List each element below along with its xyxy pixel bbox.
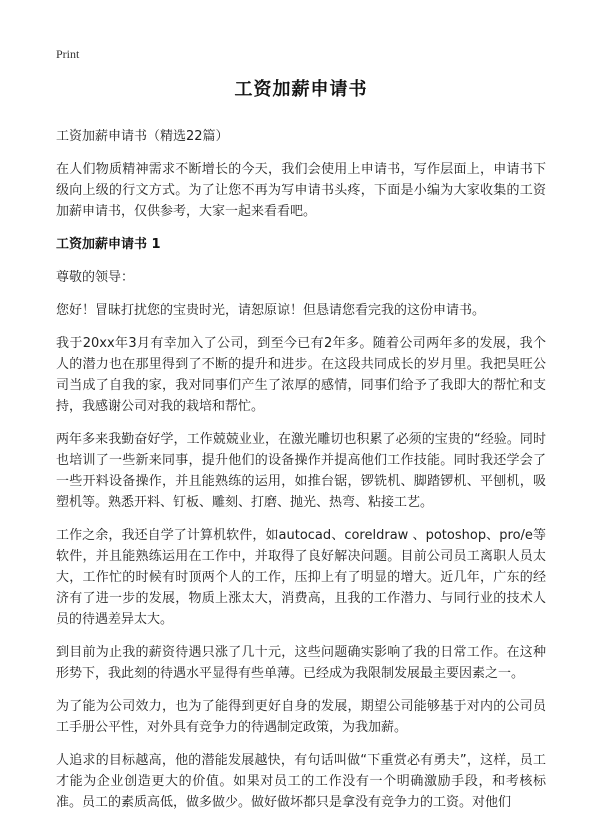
section-heading: 工资加薪申请书 1 (56, 237, 161, 252)
print-link[interactable]: Print (56, 47, 80, 61)
document-subtitle: 工资加薪申请书（精选22篇） (56, 129, 229, 144)
intro-paragraph: 在人们物质精神需求不断增长的今天，我们会使用上申请书，写作层面上，申请书下级向上级的行文方式。为了让您不再为写申请书头疼，下面是小编为大家收集的工资加薪申请书，仅供参考，大家一起来看看吧。 (56, 162, 546, 219)
body-paragraph: 两年多来我勤奋好学，工作兢兢业业，在激光雕切也积累了必须的宝贵的“经验。同时也培训了一些新来同事，提升他们的设备操作并提高他们工作技能。同时我还学会了一些开料设备操作，并且能熟练的运用，如推台锯，锣铣机、脚踏锣机、平刨机，吸塑机等。熟悉开料、钉板、雕刻、打磨、抛光、热弯、粘接工艺。 (56, 432, 546, 510)
body-paragraph: 为了能为公司效力，也为了能得到更好自身的发展，期望公司能够基于对内的公司员工手册公平性，对外具有竞争力的待遇制定政策，为我加薪。 (56, 699, 546, 735)
salutation: 尊敬的领导： (56, 270, 135, 285)
body-paragraph: 工作之余，我还自学了计算机软件，如autocad、coreldraw 、potoshop、pro/e等软件，并且能熟练运用在工作中，并取得了良好解决问题。目前公司员工离职人员太大，工作忙的时候有时顶两个人的工作，压抑上有了明显的增大。近几年，广东的经济有了进一步的发展，物质上涨太大，消费高，且我的工作潜力、与同行业的技术人员的待遇差异太大。 (56, 528, 546, 627)
body-paragraph: 您好！冒昧打扰您的宝贵时光，请恕原谅！但恳请您看完我的这份申请书。 (56, 303, 486, 318)
body-paragraph: 到目前为止我的薪资待遇只涨了几十元，这些问题确实影响了我的日常工作。在这种形势下，我此刻的待遇水平显得有些单薄。已经成为我限制发展最主要因素之一。 (56, 645, 546, 681)
body-paragraph: 我于20xx年3月有幸加入了公司，到至今已有2年多。随着公司两年多的发展，我个人的潜力也在那里得到了不断的提升和进步。在这段共同成长的岁月里。我把昊旺公司当成了自我的家，我对同事们产生了浓厚的感情，同事们给予了我即大的帮忙和支持，我感谢公司对我的栽培和帮忙。 (56, 336, 546, 414)
body-paragraph: 人追求的目标越高，他的潜能发展越快，有句话叫做“下重赏必有勇夫”，这样，员工才能为企业创造更大的价值。如果对员工的工作没有一个明确激励手段，和考核标准。员工的素质高低，做多做少。做好做坏都只是拿没有竞争力的工资。对他们 (56, 753, 546, 810)
document-title: 工资加薪申请书 (234, 79, 368, 100)
document-body (56, 76, 546, 825)
